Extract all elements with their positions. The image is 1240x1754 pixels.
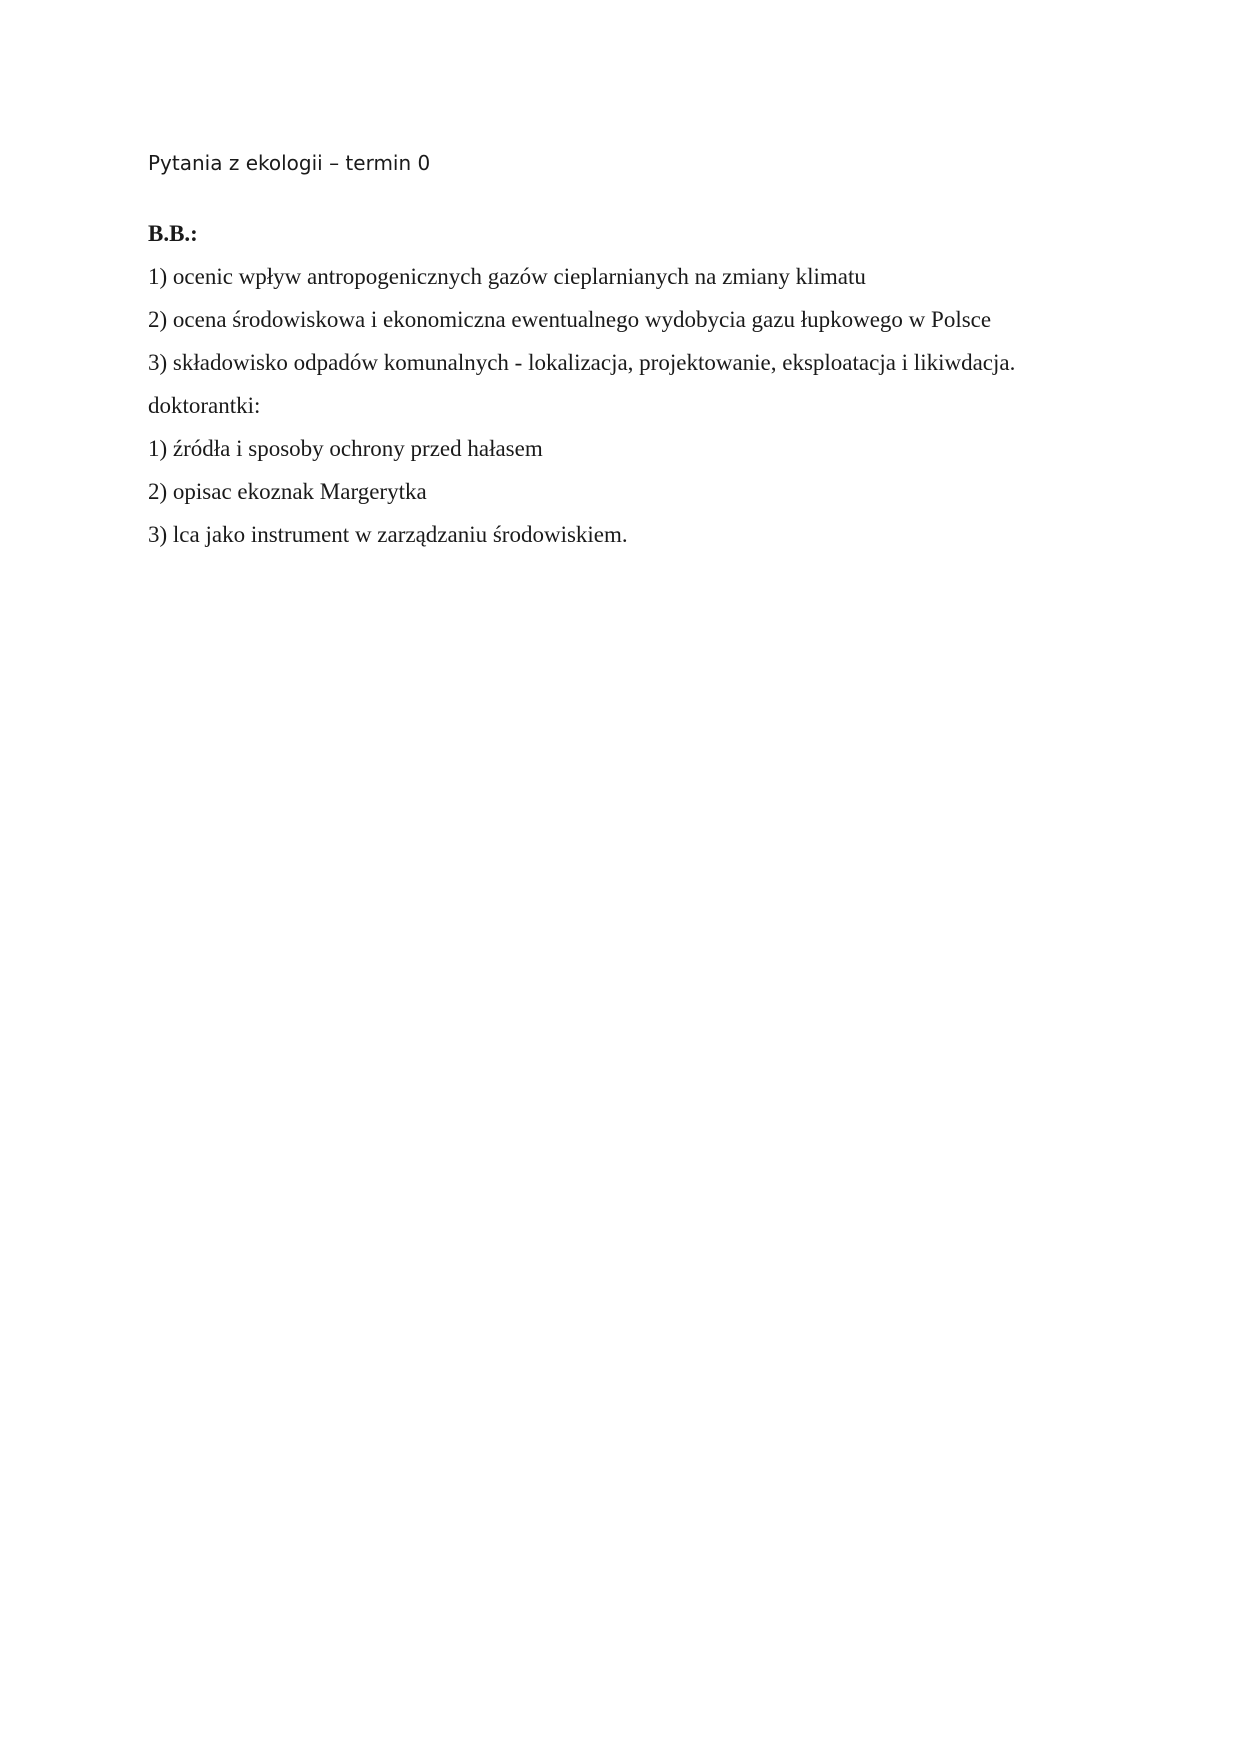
section-heading-bb: B.B.:	[148, 221, 198, 246]
question-item: 3) składowisko odpadów komunalnych - lokalizacja, projektowanie, eksploatacja i likiwdacja.	[148, 350, 1016, 375]
section-heading-doktorantki: doktorantki:	[148, 393, 261, 418]
question-item: 3) lca jako instrument w zarządzaniu środowiskiem.	[148, 522, 628, 547]
question-item: 1) ocenic wpływ antropogenicznych gazów cieplarnianych na zmiany klimatu	[148, 264, 866, 289]
question-item: 2) opisac ekoznak Margerytka	[148, 479, 427, 504]
question-item: 2) ocena środowiskowa i ekonomiczna ewentualnego wydobycia gazu łupkowego w Polsce	[148, 307, 992, 332]
document-content	[148, 148, 1148, 556]
document-title: Pytania z ekologii – termin 0	[148, 151, 431, 175]
question-item: 1) źródła i sposoby ochrony przed hałasem	[148, 436, 543, 461]
